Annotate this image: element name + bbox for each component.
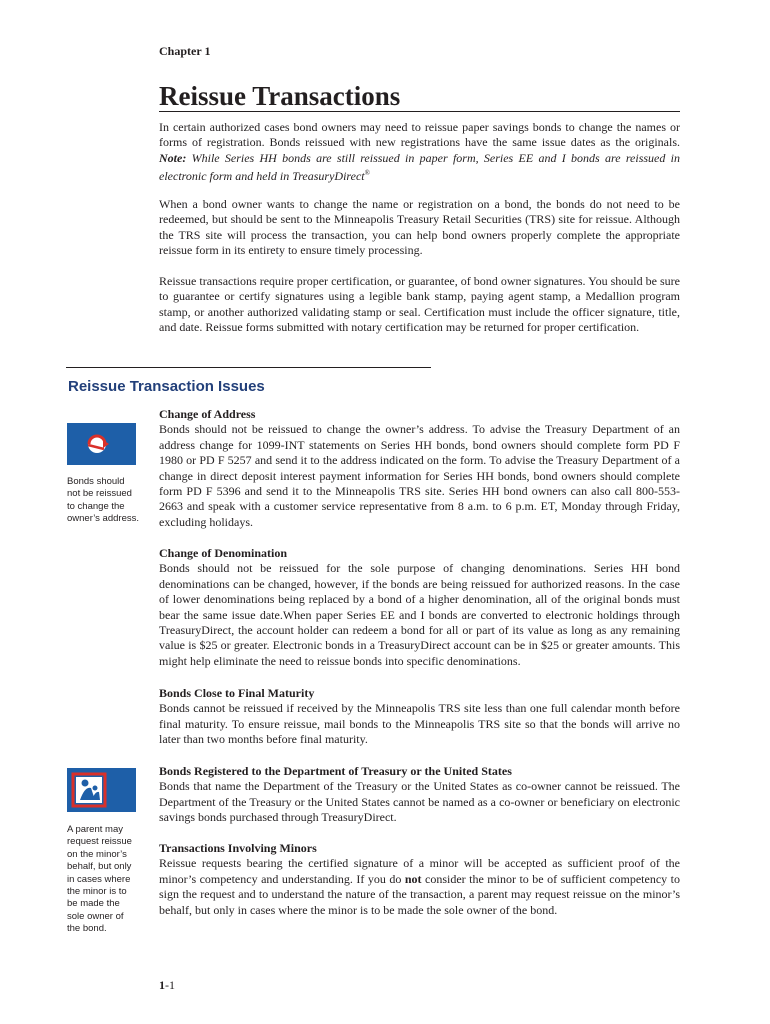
item-body-end: consider the minor to be of sufficient competency to sign the request and to understand the nature of the transaction, a parent may request reissue on the minor’s behalf, but only in cases where the minor is to be made the sole owner of the bond. [159, 871, 680, 917]
sidebar-note-address: Bonds should not be reissued to change the owner’s address. [67, 476, 139, 525]
item-body: Bonds should not be reissued to change the owner’s address. To advise the Treasury Department of an address change for 1099-INT statements on Series HH bonds, bond owners should complete form PD F 1980 or PD F 5257 and send it to the address indicated on the form. To advise the Treasury Department of a change in direct deposit interest payment information for Series HH bonds, bond owners should complete form PD F 5396 and send it to the Minneapolis TRS site. Series HH bond owners can also call 800-553-2663 and speak with a customer service representative from 8 a.m. to 6 p.m. ET, Monday through Friday, excluding holidays. [159, 422, 680, 529]
note-label: Note: [159, 150, 187, 165]
family-icon [67, 768, 136, 812]
item-heading: Change of Address [159, 407, 256, 421]
emphasis-not: not [404, 871, 422, 886]
item-heading: Bonds Close to Final Maturity [159, 686, 315, 700]
section-heading: Reissue Transaction Issues [68, 378, 265, 395]
page-title: Reissue Transactions [159, 81, 401, 111]
item-body: Bonds cannot be reissued if received by the Minneapolis TRS site less than one full calendar month before final maturity. To ensure reissue, mail bonds to the Minneapolis TRS site so that the bonds will arrive no later than two months before final maturity. [159, 701, 680, 747]
intro-paragraph-2: When a bond owner wants to change the name or registration on a bond, the bonds do not need to be redeemed, but should be sent to the Minneapolis Treasury Retail Securities (TRS) site for reissue. Although the TRS site will process the transaction, you can help bond owners properly complete the appropriate reissue form in its entirety to ensure timely processing. [159, 197, 680, 258]
item-heading: Transactions Involving Minors [159, 841, 317, 855]
item-body-start: Reissue requests bearing the certified signature of a minor will be accepted as sufficient proof of the minor’s competency and understanding. If you do [159, 856, 680, 886]
intro-paragraph-3: Reissue transactions require proper certification, or guarantee, of bond owner signatures. You should be sure to guarantee or certify signatures using a legible bank stamp, paying agent stamp, a Medallion program stamp, or another authorized validating stamp or seal. Certification must include the officer signature, title, and date. Reissue forms submitted with notary certification may be returned for proper certification. [159, 274, 680, 335]
intro-text: In certain authorized cases bond owners may need to reissue paper savings bonds to change the names or forms of registration. Bonds reissued with new registrations have the same issue dates as the originals. [159, 120, 680, 150]
page-number [159, 978, 175, 993]
sidebar-note-minors: A parent may request reissue on the minor’s behalf, but only in cases where the minor is to be made the sole owner of the bond. [67, 824, 132, 935]
item-body: Bonds that name the Department of the Treasury or the United States as co-owner cannot be reissued. The Department of the Treasury or the United States cannot be named as a co-owner or beneficiary on electronic savings bonds purchased through TreasuryDirect. [159, 779, 680, 825]
item-bonds-registered-treasury [159, 764, 680, 826]
item-heading: Change of Denomination [159, 546, 288, 560]
chapter-label: Chapter 1 [159, 44, 211, 58]
item-transactions-minors [159, 841, 680, 918]
page-number-chapter: 1 [159, 978, 165, 992]
item-body: Bonds should not be reissued for the sole purpose of changing denominations. Series HH bond denominations can be changed, however, if the bonds are being reissued for authorized reasons. In the case of lower denominations being replaced by a bond of a higher denomination, all of the original bonds must bear the same issue date.When paper Series EE and I bonds are converted to electronic holdings through TreasuryDirect, the account holder can redeem a bond for all or part of its value as long as any remaining value is $25 or greater. Electronic bonds in a TreasuryDirect account can be in $25 or greater amounts. This might help eliminate the need to reissue bonds into specific denominations. [159, 561, 680, 668]
item-heading: Bonds Registered to the Department of Treasury or the United States [159, 764, 512, 778]
title-rule [159, 111, 680, 112]
page-number-page: -1 [165, 978, 175, 992]
intro-paragraph-1 [159, 120, 680, 185]
note-text: While Series HH bonds are still reissued in paper form, Series EE and I bonds are reissued in electronic form and held in TreasuryDirect [159, 150, 680, 184]
registered-mark: ® [364, 169, 370, 178]
transfer-icon [67, 423, 136, 465]
item-change-of-denomination [159, 546, 680, 669]
section-rule [66, 367, 431, 368]
item-change-of-address [159, 407, 680, 530]
item-bonds-close-to-maturity [159, 686, 680, 748]
